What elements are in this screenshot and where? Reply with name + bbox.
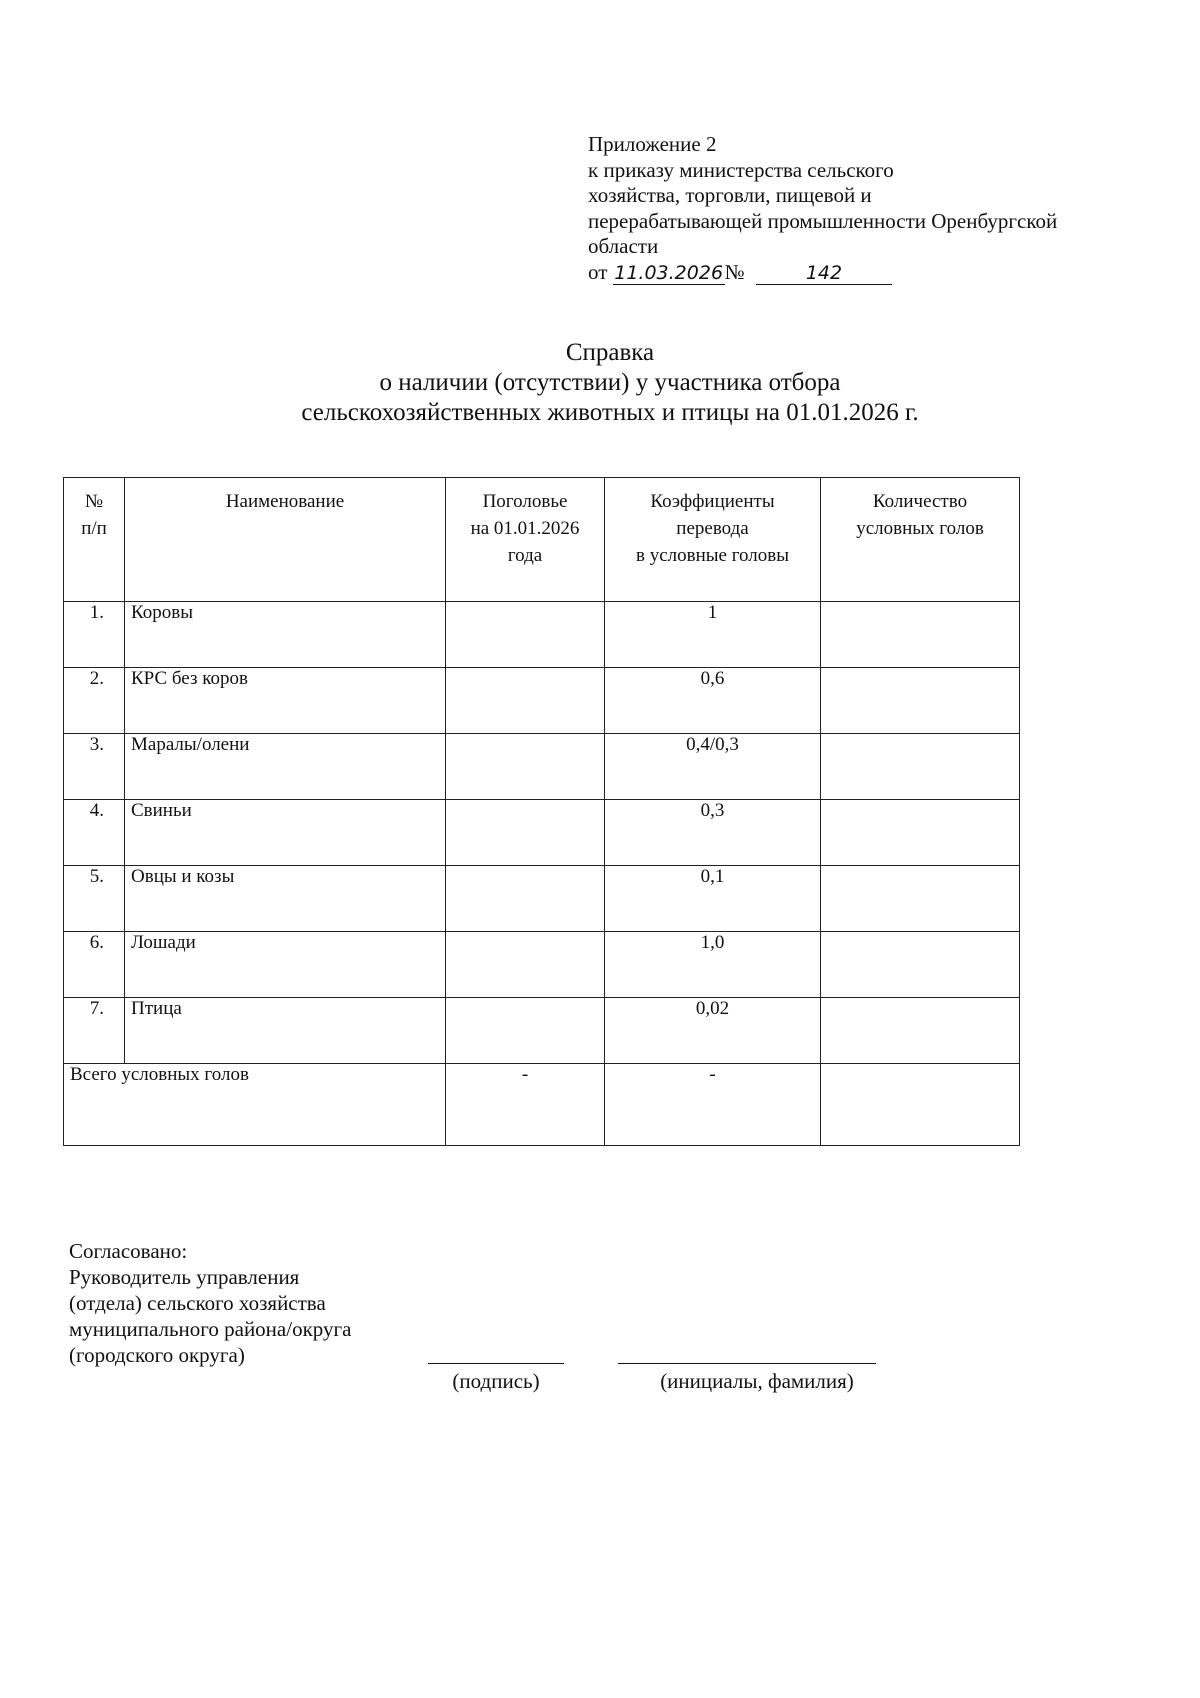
- row-number: 5.: [64, 866, 125, 932]
- row-name: Овцы и козы: [125, 866, 446, 932]
- row-conventional: [821, 668, 1020, 734]
- appendix-line: хозяйства, торговли, пищевой и: [588, 183, 872, 207]
- row-number: 6.: [64, 932, 125, 998]
- header-conventional-heads: Количество условных голов: [821, 478, 1020, 602]
- table-row: [64, 932, 1020, 998]
- title-line-2: о наличии (отсутствии) у участника отбора: [379, 369, 841, 396]
- agreed-line: (городского округа): [69, 1343, 245, 1367]
- row-herd: [446, 932, 605, 998]
- row-name: Птица: [125, 998, 446, 1064]
- agreed-line: (отдела) сельского хозяйства: [69, 1291, 326, 1315]
- signature-caption: (подпись): [452, 1369, 540, 1393]
- number-prefix: №: [724, 259, 745, 284]
- row-conventional: [821, 932, 1020, 998]
- title-line-3: сельскохозяйственных животных и птицы на 01.01.2026 г.: [301, 399, 919, 426]
- livestock-table: [63, 477, 1020, 1146]
- appendix-line: к приказу министерства сельского: [588, 157, 894, 182]
- name-line: [618, 1363, 876, 1364]
- appendix-line: области: [588, 234, 659, 258]
- agreed-line: Согласовано:: [69, 1239, 188, 1263]
- name-caption: (инициалы, фамилия): [660, 1369, 854, 1393]
- title-line-1: Справка: [565, 339, 655, 366]
- row-coefficient: 1,0: [605, 932, 821, 998]
- row-coefficient: 0,1: [605, 866, 821, 932]
- agreed-line: муниципального района/округа: [69, 1317, 352, 1341]
- row-conventional: [821, 998, 1020, 1064]
- total-label: Всего условных голов: [64, 1064, 446, 1146]
- document-title: [200, 338, 1020, 428]
- header-number: № п/п: [64, 478, 125, 602]
- table-row: [64, 800, 1020, 866]
- order-date-number-line: [588, 260, 1057, 286]
- table-row: [64, 602, 1020, 668]
- appendix-line: перерабатывающей промышленности Оренбургской: [588, 208, 1058, 233]
- row-herd: [446, 734, 605, 800]
- row-herd: [446, 998, 605, 1064]
- table-row: [64, 866, 1020, 932]
- handwritten-order-number: 142: [756, 262, 892, 285]
- table-row: [64, 998, 1020, 1064]
- row-herd: [446, 602, 605, 668]
- row-herd: [446, 866, 605, 932]
- handwritten-date: 11.03.2026: [614, 261, 724, 284]
- row-name: Коровы: [125, 602, 446, 668]
- signature-line: [428, 1363, 564, 1364]
- row-coefficient: 0,4/0,3: [605, 734, 821, 800]
- appendix-block: [588, 132, 1057, 285]
- row-conventional: [821, 602, 1020, 668]
- row-number: 7.: [64, 998, 125, 1064]
- row-conventional: [821, 734, 1020, 800]
- row-coefficient: 0,3: [605, 800, 821, 866]
- row-coefficient: 0,02: [605, 998, 821, 1064]
- row-conventional: [821, 800, 1020, 866]
- row-name: Лошади: [125, 932, 446, 998]
- table-header-row: [64, 478, 1020, 602]
- row-herd: [446, 800, 605, 866]
- table-row: [64, 734, 1020, 800]
- table-row: [64, 668, 1020, 734]
- row-conventional: [821, 866, 1020, 932]
- agreed-line: Руководитель управления: [69, 1265, 300, 1289]
- header-name: Наименование: [125, 478, 446, 602]
- table-total-row: [64, 1064, 1020, 1146]
- row-coefficient: 0,6: [605, 668, 821, 734]
- header-herd: Поголовье на 01.01.2026 года: [446, 478, 605, 602]
- row-name: Свиньи: [125, 800, 446, 866]
- total-herd: -: [446, 1064, 605, 1146]
- date-prefix: от: [588, 259, 608, 284]
- appendix-line: Приложение 2: [588, 132, 717, 156]
- header-coefficients: Коэффициенты перевода в условные головы: [605, 478, 821, 602]
- row-coefficient: 1: [605, 602, 821, 668]
- row-herd: [446, 668, 605, 734]
- total-coefficient: -: [605, 1064, 821, 1146]
- row-number: 1.: [64, 602, 125, 668]
- row-name: КРС без коров: [125, 668, 446, 734]
- row-name: Маралы/олени: [125, 734, 446, 800]
- agreed-block: [69, 1238, 351, 1368]
- total-conventional: [821, 1064, 1020, 1146]
- row-number: 3.: [64, 734, 125, 800]
- row-number: 4.: [64, 800, 125, 866]
- row-number: 2.: [64, 668, 125, 734]
